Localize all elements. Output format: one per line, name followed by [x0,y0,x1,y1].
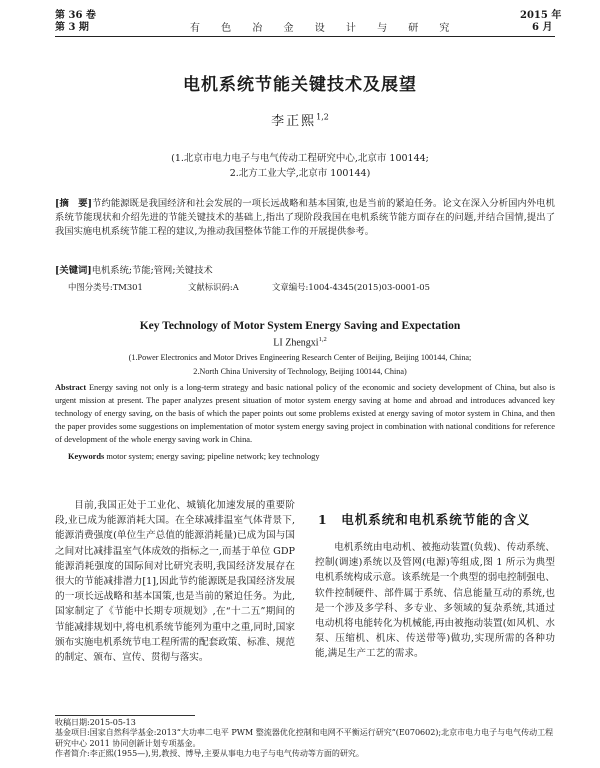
keywords-en [68,450,548,463]
affiliation-en-1: (1.Power Electronics and Motor Drives Engineering Research Center of Beijing, Beijing 100144, China; [128,353,472,362]
page-title: 电机系统节能关键技术及展望 [183,75,417,95]
article-number: 文章编号:1004-4345(2015)03-0001-05 [272,282,430,292]
keywords-en-label: Keywords [68,452,105,461]
document-code: 文献标识码:A [188,282,239,292]
volume-label: 第 36 卷 [55,10,96,21]
intro-paragraph: 目前,我国正处于工业化、城镇化加速发展的重要阶段,业已成为能源消耗大国。在全球减排温室气体背景下,能源消费强度(单位生产总值的能源消耗量)已成为国与国之间对比减排温室气体成效的指标之一,而基于单位 GDP 能源消耗强度的国际间对比研究表明,我国经济发展存在很大的节能减排潜力[1],因此节约能源既是我国经济发展的一项长远战略和基本国策,也是当前的紧迫任务。为此,国家制定了《节能中长期专项规划》,在“十二五”期间的节能减排规划中,将电机系统节能列为重中之重,同时,国家颁布实施电机系统节电工程所需的配套政策、标准、规范的制定、颁布、宣传、贯彻与落实。 [55,500,295,664]
author-en-superscript: 1,2 [318,336,327,343]
author-en [0,336,600,348]
keywords-cn-text: 电机系统;节能;管网;关键技术 [91,265,213,276]
year-label: 2015 年 [520,10,562,21]
author-en-text: LI Zhengxi [273,337,319,349]
section-1-paragraph: 电机系统由电动机、被拖动装置(负载)、传动系统、控制(调速)系统以及管网(电源)等组成,图 1 所示为典型电机系统构成示意。该系统是一个典型的弱电控制强电、软件控制硬件、部件属于系统、信息能量互动的系统,也是一个涉及多学科、多专业、多领域的复杂系统,其通过电动机将电能转化为机械能,再由被拖动装置(如风机、水泵、压缩机、机床、传送带等)做功,实现所需的各种功能,满足生产工艺的需求。 [315,542,555,660]
footnote-rule [55,715,195,716]
keywords-en-text: motor system; energy saving; pipeline network; key technology [106,452,320,461]
footnote-fund: 基金项目:国家自然科学基金:2013“大功率二电平 PWM 整流器优化控制和电网不平衡运行研究”(E070602);北京市电力电子与电气传动工程研究中心 2011 协同创新计划专项基金。 [55,728,554,748]
month-label: 6 月 [532,22,553,33]
issue-label: 第 3 期 [55,22,89,33]
journal-name: 有 色 冶 金 设 计 与 研 究 [190,23,459,34]
title-en: Key Technology of Motor System Energy Saving and Expectation [139,320,461,332]
header-rule [55,36,555,37]
abstract-en-text: Energy saving not only is a long-term strategy and basic national policy of the economic and society development of China, but also is urgent mission at present. The paper analyzes present situation of motor system energy saving at home and abroad and introduces advanced key technology of energy saving, on the basis of which the paper points out some problems existed at energy saving of motor system in China, and then the paper provides some suggestions on implementation of motor system energy saving project in combination with national conditions for reference of development of the whole energy saving work in China. [55,383,555,444]
keywords-cn-label: [关键词] [55,265,92,276]
abstract-en-label: Abstract [55,383,87,392]
footnote-author-bio: 作者简介:李正熙(1955—),男,教授、博导,主要从事电力电子与电气传动等方面的研究。 [55,749,364,758]
abstract-cn-label: [摘 要] [55,198,93,209]
author-superscript: 1,2 [316,112,329,122]
abstract-cn-text: 节约能源既是我国经济和社会发展的一项长远战略和基本国策,也是当前的紧迫任务。论文在深入分析国内外电机系统节能现状和介绍先进的节能关键技术的基础上,指出了现阶段我国在电机系统节能方面存在的问题,并结合国情,提出了我国实施电机系统节能工程的建议,为推动我国整体节能工作的开展提供参考。 [55,198,555,237]
section-1-heading: 1 电机系统和电机系统节能的含义 [318,512,531,527]
keywords-cn [55,264,555,278]
author-name [0,110,600,129]
class-number: 中图分类号:TM301 [68,282,143,292]
footnote-received: 收稿日期:2015-05-13 [55,718,136,727]
affiliation-en-2: 2.North China University of Technology, Beijing 100144, China) [193,367,407,376]
abstract-en [55,381,555,446]
abstract-cn [55,197,555,239]
affiliation-cn-1: (1.北京市电力电子与电气传动工程研究中心,北京市 100144; [171,153,429,164]
affiliation-cn-2: 2.北方工业大学,北京市 100144) [229,168,371,179]
author-name-text: 李正熙 [271,114,317,129]
